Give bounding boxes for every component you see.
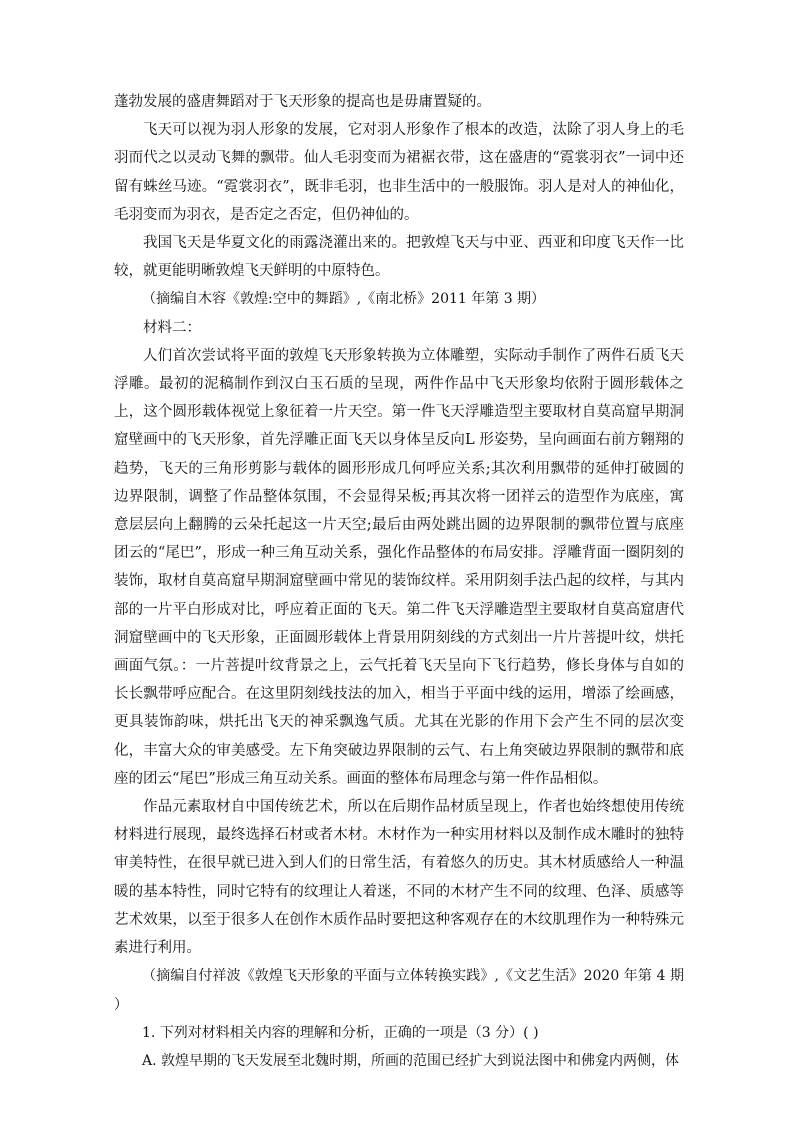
question-1: 1. 下列对材料相关内容的理解和分析，正确的一项是（3 分）( ): [142, 1024, 539, 1041]
source-citation-1: （摘编自木容《敦煌:空中的舞蹈》,《南北桥》2011 年第 3 期）: [142, 291, 546, 308]
source-citation-2: （摘编自付祥波《敦煌飞天形象的平面与立体转换实践》,《文艺生活》2020 年第 4 期 ）: [114, 968, 684, 1013]
document-body: [114, 88, 684, 1075]
option-a: A. 敦煌早期的飞天发展至北魏时期，所画的范围已经扩大到说法图中和佛龛内两侧，体: [142, 1052, 680, 1069]
paragraph-relief-sculpture: 人们首次尝试将平面的敦煌飞天形象转换为立体雕塑，实际动手制作了两件石质飞天浮雕。最初的泥稿制作到汉白玉石质的呈现，两件作品中飞天形象均依附于圆形载体之上，这个圆形载体视觉上象征着一片天空。第一件飞天浮雕造型主要取材自莫高窟早期洞窟壁画中的飞天形象，首先浮雕正面飞天以身体呈反向L 形姿势，呈向画面右前方翱翔的趋势，飞天的三角形剪影与载体的圆形形成几何呼应关系;其次利用飘带的延伸打破圆的边界限制，调整了作品整体氛围，不会显得呆板;再其次将一团祥云的造型作为底座，寓意层层向上翻腾的云朵托起这一片天空;最后由两处跳出圆的边界限制的飘带位置与底座团云的“尾巴”，形成一种三角互动关系，强化作品整体的布局安排。浮雕背面一圈阴刻的装饰，取材自莫高窟早期洞窟壁画中常见的装饰纹样。采用阴刻手法凸起的纹样，与其内部的一片平白形成对比，呼应着正面的飞天。第二件飞天浮雕造型主要取材自莫高窟唐代洞窟壁画中的飞天形象，正面圆形载体上背景用阴刻线的方式刻出一片片菩提叶纹，烘托画面气氛。：一片菩提叶纹背景之上，云气托着飞天呈向下飞行趋势，修长身体与自如的长长飘带呼应配合。在这里阴刻线技法的加入，相当于平面中线的运用，增添了绘画感，更具装饰韵味，烘托出飞天的神采飘逸气质。尤其在光影的作用下会产生不同的层次变化，丰富大众的审美感受。左下角突破边界限制的云气、右上角突破边界限制的飘带和底座的团云“尾巴”形成三角互动关系。画面的整体布局理念与第一件作品相似。: [114, 347, 684, 787]
paragraph-continuation: 蓬勃发展的盛唐舞蹈对于飞天形象的提高也是毋庸置疑的。: [114, 94, 491, 110]
material-two-heading: 材料二：: [143, 319, 201, 336]
paragraph-feitian-yuren: 飞天可以视为羽人形象的发展，它对羽人形象作了根本的改造，汰除了羽人身上的毛羽而代之以灵动飞舞的飘带。仙人毛羽变而为裙裾衣带，这在盛唐的“霓裳羽衣”一词中还留有蛛丝马迹。“霓裳羽衣”，既非毛羽，也非生活中的一般服饰。羽人是对人的神仙化，毛羽变而为羽衣，是否定之否定，但仍神仙的。: [114, 122, 684, 223]
paragraph-materials: 作品元素取材自中国传统艺术，所以在后期作品材质呈现上，作者也始终想使用传统材料进行展现，最终选择石材或者木材。木材作为一种实用材料以及制作成木雕时的独特审美特性，在很早就已进入到人们的日常生活，有着悠久的历史。其木材质感给人一种温暖的基本特性，同时它特有的纹理让人着迷，不同的木材产生不同的纹理、色泽、质感等艺术效果，以至于很多人在创作木质作品时要把这种客观存在的木纹肌理作为一种特殊元素进行利用。: [114, 799, 684, 957]
paragraph-huaxia-culture: 我国飞天是华夏文化的雨露浇灌出来的。把敦煌飞天与中亚、西亚和印度飞天作一比较，就更能明晰敦煌飞天鲜明的中原特色。: [114, 235, 684, 280]
